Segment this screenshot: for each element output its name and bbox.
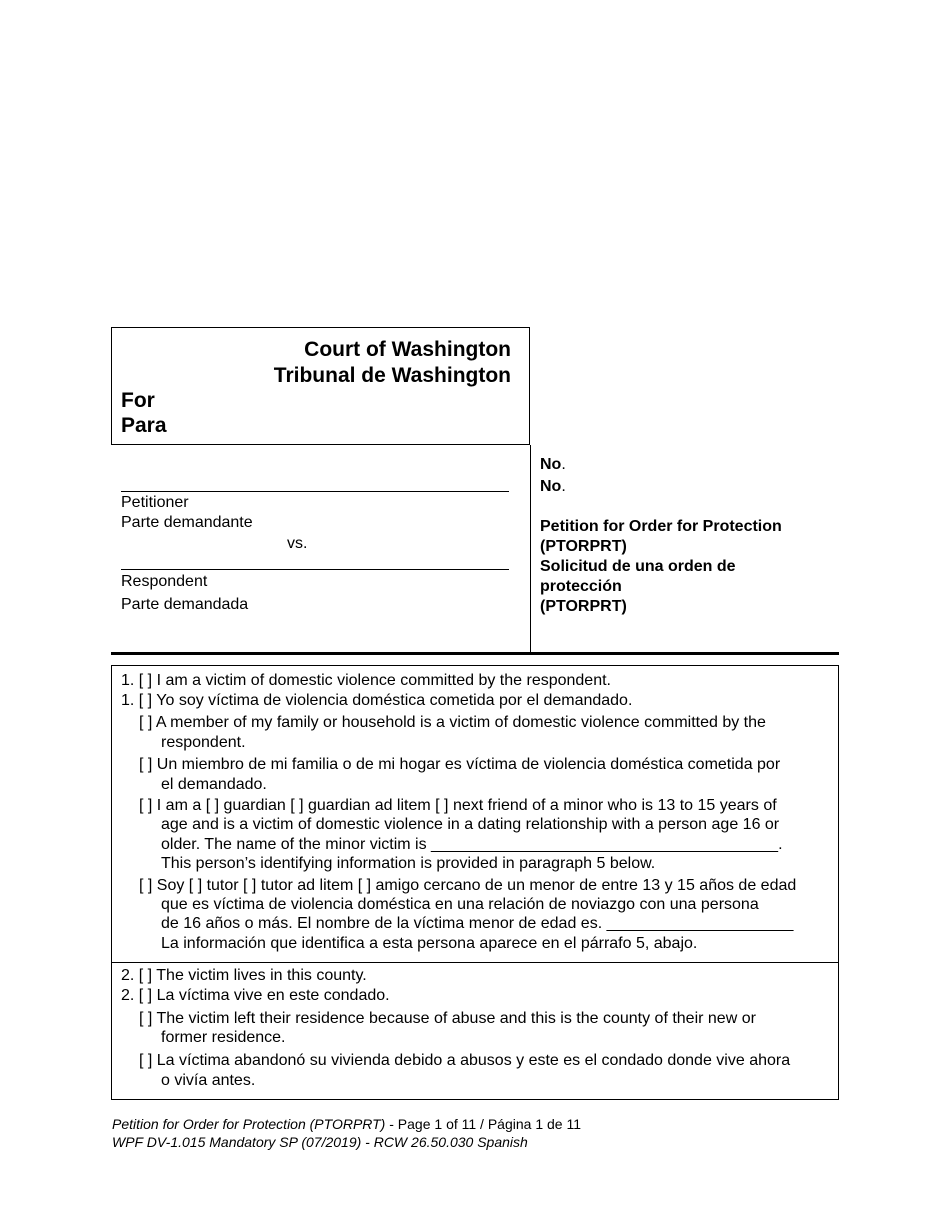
- respondent-label-en: Respondent: [121, 573, 208, 590]
- section1-checkbox-line-en[interactable]: 1. [ ] I am a victim of domestic violence committed by the respondent.: [121, 672, 611, 689]
- option-left-residence-en[interactable]: [ ] The victim left their residence because of abuse and this is the county of their new or: [139, 1010, 756, 1027]
- doc-title-line: Solicitud de una orden de: [540, 558, 736, 575]
- option-household-en-cont: respondent.: [161, 734, 246, 751]
- court-title-en: Court of Washington: [304, 338, 511, 361]
- court-header-box: [111, 327, 530, 445]
- respondent-label-es: Parte demandada: [121, 596, 249, 613]
- case-number-label-es: [540, 477, 566, 497]
- caption-vertical-divider: [530, 445, 531, 654]
- for-label-es: Para: [121, 414, 167, 437]
- option-guardian-es-note: La información que identifica a esta persona aparece en el párrafo 5, abajo.: [161, 935, 698, 952]
- option-guardian-en-cont: age and is a victim of domestic violence in a dating relationship with a person age 16 or: [161, 816, 780, 833]
- case-number-dot-es: .: [561, 478, 566, 495]
- petitioner-label-en: Petitioner: [121, 494, 189, 511]
- section2-checkbox-line-en[interactable]: 2. [ ] The victim lives in this county.: [121, 967, 367, 984]
- respondent-name-line[interactable]: [121, 569, 509, 570]
- option-household-es[interactable]: [ ] Un miembro de mi familia o de mi hogar es víctima de violencia doméstica cometida por: [139, 756, 781, 773]
- option-guardian-es-cont: que es víctima de violencia doméstica en una relación de noviazgo con una persona: [161, 896, 759, 913]
- case-number-text-en: No: [540, 456, 562, 473]
- for-label-en: For: [121, 389, 155, 412]
- section2-checkbox-line-es[interactable]: 2. [ ] La víctima vive en este condado.: [121, 987, 390, 1004]
- minor-victim-name-field-en[interactable]: older. The name of the minor victim is _______________________________________.: [161, 836, 783, 853]
- option-guardian-es[interactable]: [ ] Soy [ ] tutor [ ] tutor ad litem [ ] amigo cercano de un menor de entre 13 y 15 años de edad: [139, 877, 797, 894]
- court-title-es: Tribunal de Washington: [273, 364, 511, 387]
- caption-bottom-rule: [111, 652, 839, 655]
- case-number-text-es: No: [540, 478, 562, 495]
- footer-form-title: Petition for Order for Protection (PTORPRT): [112, 1116, 386, 1132]
- option-guardian-en-note: This person’s identifying information is provided in paragraph 5 below.: [161, 855, 656, 872]
- petitioner-label-es: Parte demandante: [121, 514, 253, 531]
- footer-page-number: - Page 1 of 11 / Página 1 de 11: [385, 1116, 581, 1132]
- footer-line-2: WPF DV-1.015 Mandatory SP (07/2019) - RCW 26.50.030 Spanish: [112, 1134, 528, 1150]
- option-household-es-cont: el demandado.: [161, 776, 267, 793]
- section-divider: [111, 962, 839, 963]
- doc-title-line: Petition for Order for Protection: [540, 518, 782, 535]
- petitioner-name-line[interactable]: [121, 491, 509, 492]
- section1-checkbox-line-es[interactable]: 1. [ ] Yo soy víctima de violencia doméstica cometida por el demandado.: [121, 692, 633, 709]
- footer-line-1: [112, 1115, 581, 1133]
- minor-victim-name-field-es[interactable]: de 16 años o más. El nombre de la víctima menor de edad es. _____________________: [161, 915, 794, 932]
- option-left-residence-es-cont: o vivía antes.: [161, 1072, 256, 1089]
- doc-title-line: (PTORPRT): [540, 598, 627, 615]
- versus-label: vs.: [287, 535, 308, 552]
- doc-title-line: (PTORPRT): [540, 538, 627, 555]
- option-left-residence-es[interactable]: [ ] La víctima abandonó su vivienda debido a abusos y este es el condado donde vive ahora: [139, 1052, 791, 1069]
- case-number-label-en: [540, 455, 566, 475]
- option-household-en[interactable]: [ ] A member of my family or household is a victim of domestic violence committed by the: [139, 714, 766, 731]
- doc-title-line: protección: [540, 578, 622, 595]
- option-guardian-en[interactable]: [ ] I am a [ ] guardian [ ] guardian ad litem [ ] next friend of a minor who is 13 to 15 years of: [139, 797, 777, 814]
- case-number-dot-en: .: [561, 456, 566, 473]
- option-left-residence-en-cont: former residence.: [161, 1029, 286, 1046]
